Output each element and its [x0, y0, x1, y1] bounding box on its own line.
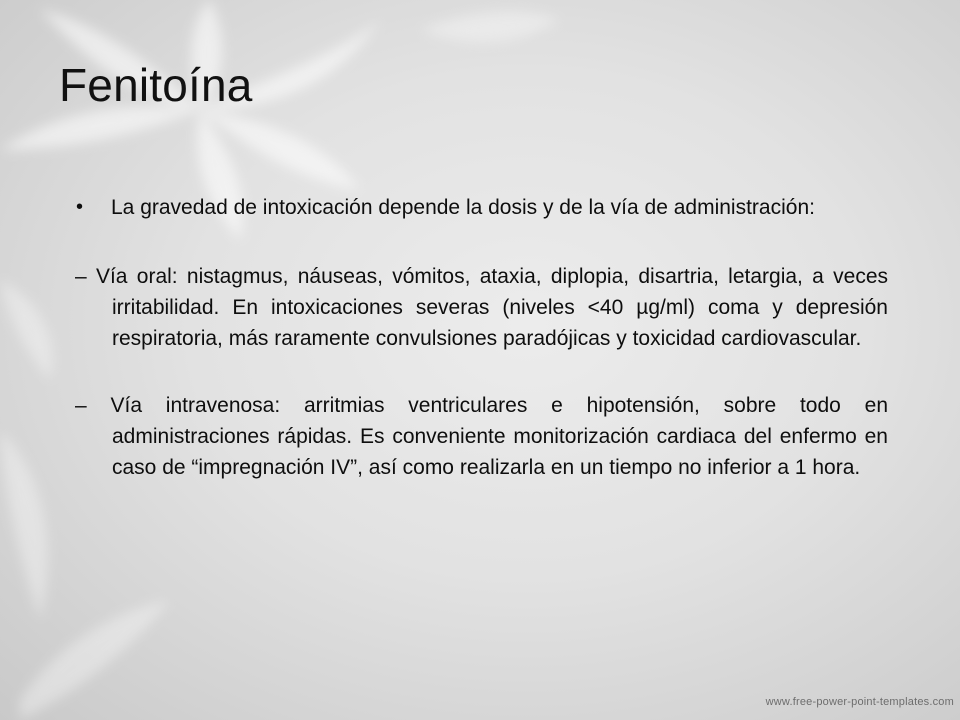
- bullet-marker: •: [76, 196, 84, 218]
- slide-body: [76, 192, 888, 483]
- bullet-item: [76, 192, 888, 223]
- sub-item-oral: – Vía oral: nistagmus, náuseas, vómitos, ataxia, diplopia, disartria, letargia, a veces irritabilidad. En intoxicaciones severas (niveles <40 µg/ml) coma y depresión respiratoria, más raramente convulsiones paradójicas y toxicidad cardiovascular.: [75, 265, 888, 350]
- sub-item-intravenous: – Vía intravenosa: arritmias ventriculares e hipotensión, sobre todo en administraciones rápidas. Es conveniente monitorización cardiaca del enfermo en caso de “impregnación IV”, así como realizarla en un tiempo no inferior a 1 hora.: [75, 394, 888, 479]
- slide-title: Fenitoína: [59, 59, 253, 111]
- watermark-url: www.free-power-point-templates.com: [765, 696, 954, 708]
- bullet-text: La gravedad de intoxicación depende la dosis y de la vía de administración:: [111, 196, 815, 219]
